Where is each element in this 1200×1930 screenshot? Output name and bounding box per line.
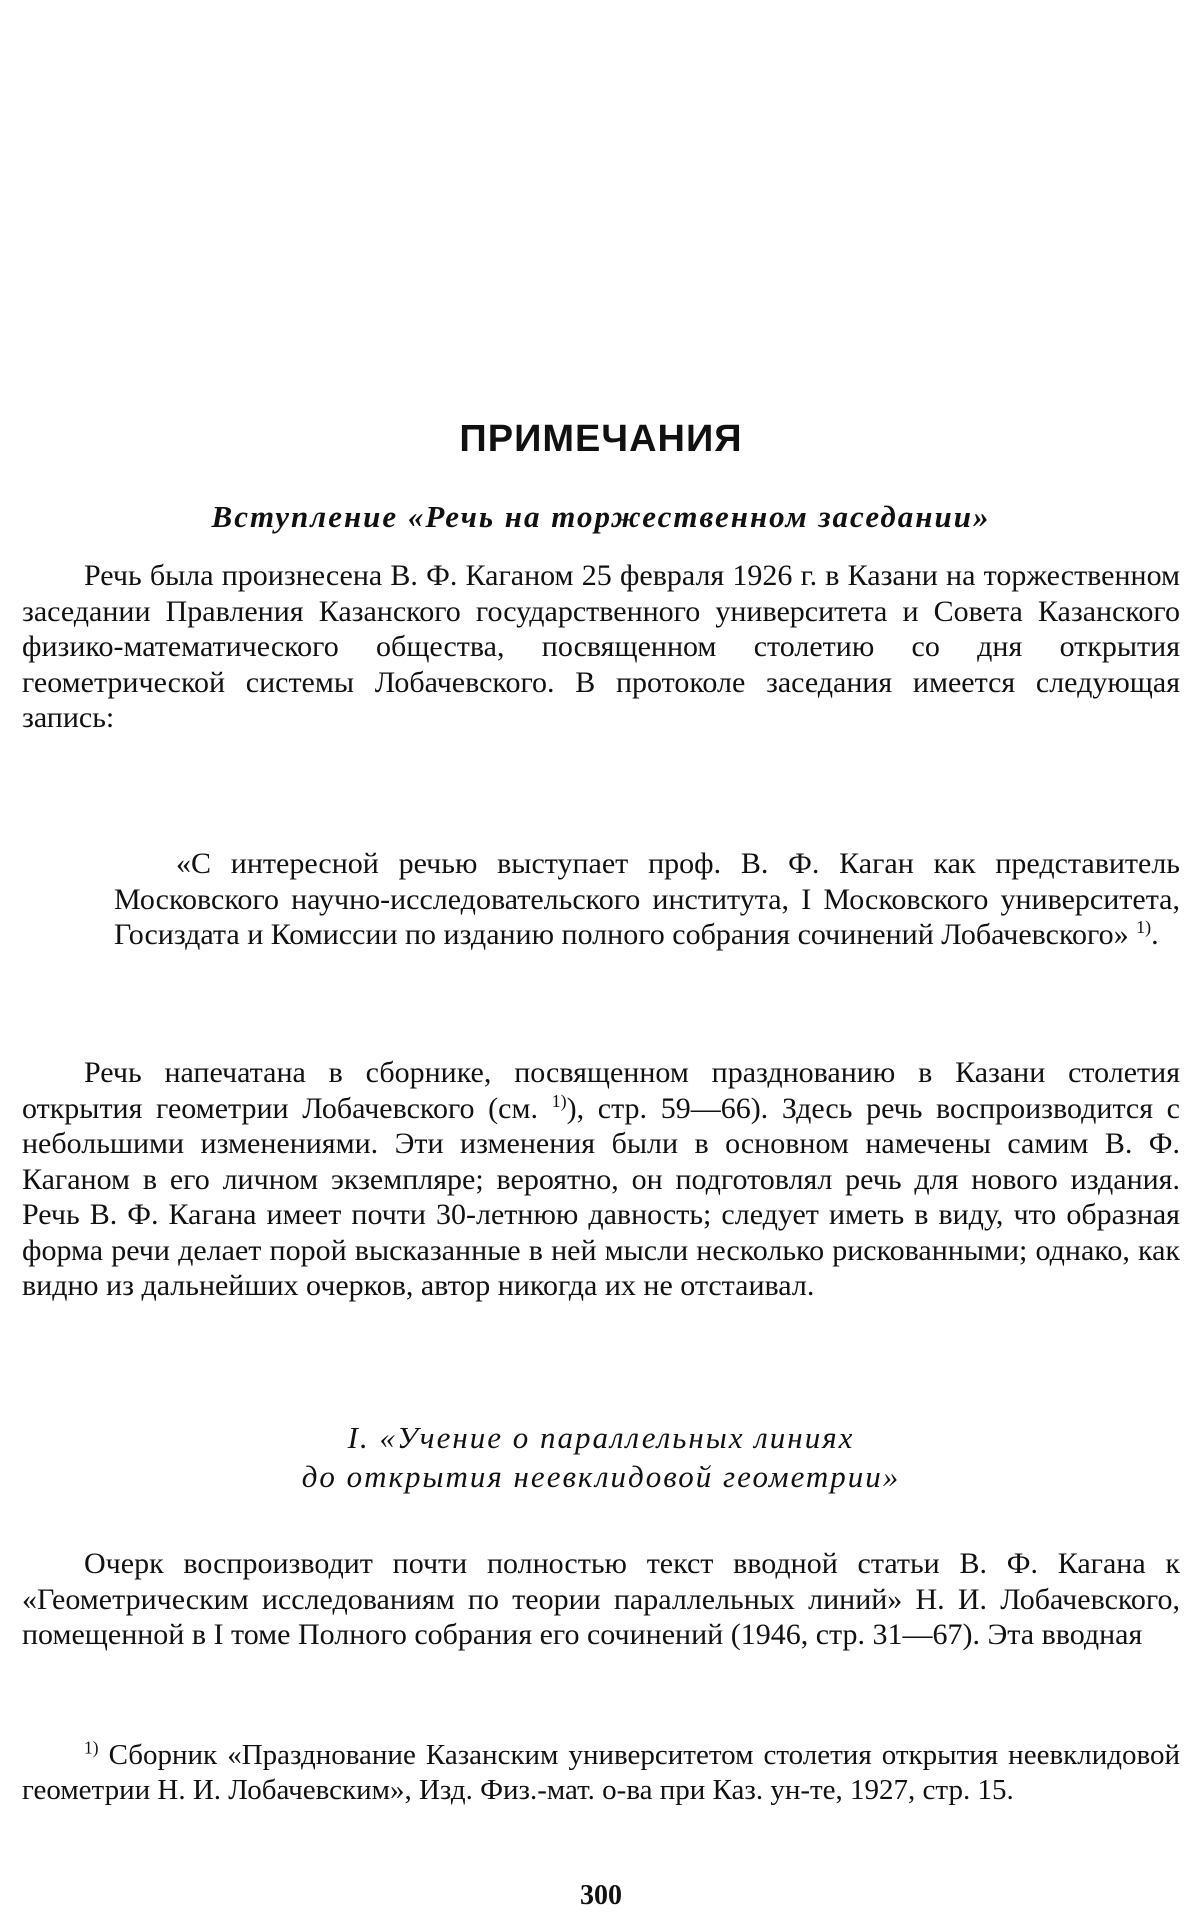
paragraph-speech-publication: [22, 1055, 1180, 1304]
section2-title-line2: до открытия неевклидовой геометрии»: [301, 1459, 901, 1494]
quote-text: «С интересной речью выступает проф. В. Ф. Каган как представитель Московского научно-исследовательского института, I Московского университета, Госиздата и Комиссии по изданию полного собрания сочинений Лобачевского»: [114, 847, 1180, 951]
section-title-parallel-lines: [22, 1418, 1180, 1496]
section2-title-line1: I. «Учение о параллельных линиях: [347, 1420, 855, 1455]
section-title-introduction: Вступление «Речь на торжественном заседании»: [211, 499, 991, 534]
protocol-quote: [114, 846, 1180, 953]
paragraph2-part-a: Речь напечатана в сборнике, посвященном празднованию в Казани столетия открытия геометрии Лобачевского (см.: [22, 1056, 1180, 1125]
footnote-marker: 1): [84, 1737, 99, 1758]
page-heading: ПРИМЕЧАНИЯ: [459, 418, 743, 460]
paragraph2-footnote-ref: 1): [551, 1090, 567, 1111]
footnote-text: Сборник «Празднование Казанским университетом столетия открытия неевклидовой геометрии Н. И. Лобачевским», Изд. Физ.-мат. о-ва при Каз. ун-те, 1927, стр. 15.: [22, 1739, 1180, 1806]
paragraph-essay-origin: Очерк воспроизводит почти полностью текст вводной статьи В. Ф. Кагана к «Геометрическим исследованиям по теории параллельных линий» Н. И. Лобачевского, помещенной в I томе Полного собрания его сочинений (1946, стр. 31—67). Эта вводная: [22, 1547, 1180, 1651]
page-number: 300: [580, 1880, 622, 1911]
paragraph2-part-b: ), стр. 59—66). Здесь речь воспроизводится с небольшими изменениями. Эти изменения были в основном намечены самим В. Ф. Каганом в его личном экземпляре; вероятно, он подготовлял речь для нового издания. Речь В. Ф. Кагана имеет почти 30-летнюю давность; следует иметь в виду, что образная форма речи делает порой высказанные в ней мысли несколько рискованными; однако, как видно из дальнейших очерков, автор никогда их не отстаивал.: [22, 1091, 1180, 1302]
book-page: [22, 0, 1180, 1930]
quote-footnote-ref: 1): [1136, 917, 1152, 937]
paragraph-speech-origin: Речь была произнесена В. Ф. Каганом 25 февраля 1926 г. в Казани на торжественном заседании Правления Казанского государственного университета и Совета Казанского физико-математического общества, посвященном столетию со дня открытия геометрической системы Лобачевского. В протоколе заседания имеется следующая запись:: [22, 559, 1180, 734]
quote-end: .: [1151, 918, 1159, 951]
footnote: [22, 1738, 1180, 1808]
